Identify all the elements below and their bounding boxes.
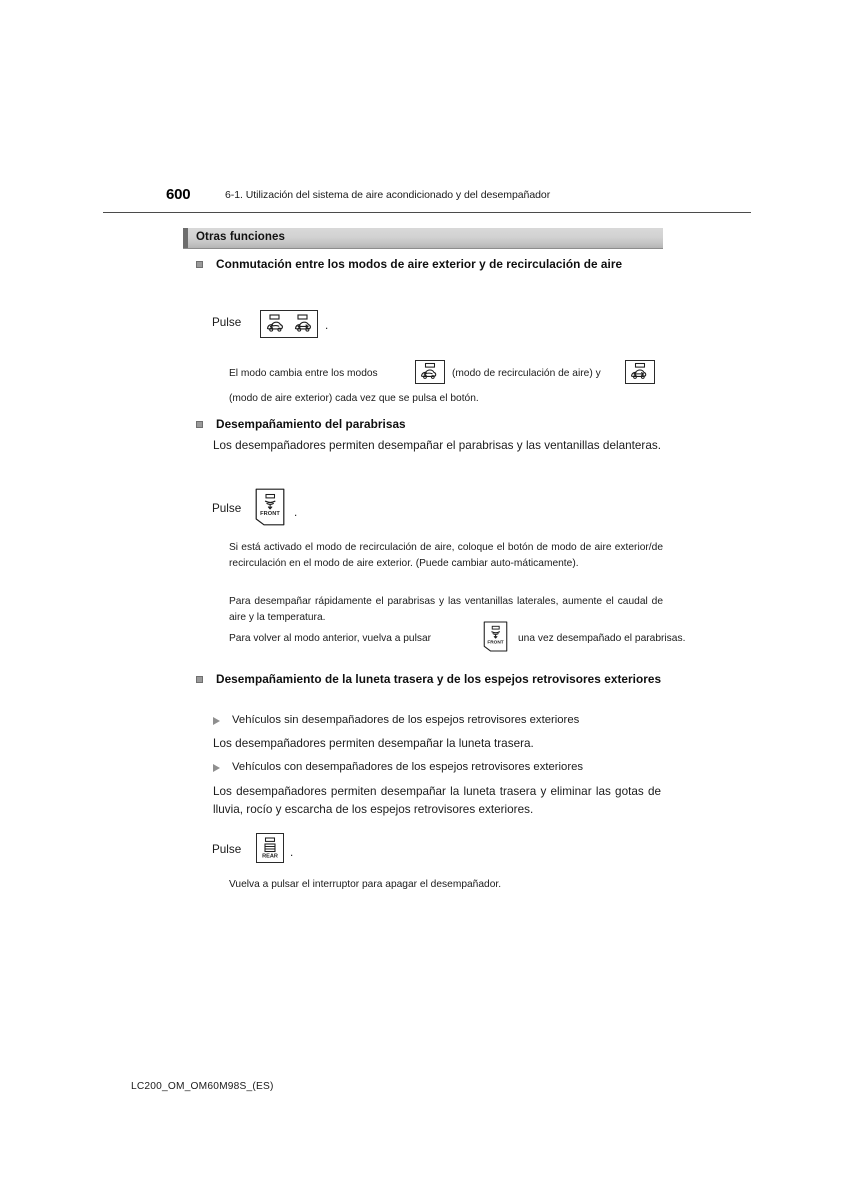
footer-document-code: LC200_OM_OM60M98S_(ES) xyxy=(131,1081,274,1092)
note-front-defogger-c-line1 xyxy=(229,629,686,649)
para-with-mirror-defoggers: Los desempañadores permiten desempañar la luneta trasera y eliminar las gotas de lluvia, rocío y escarcha de los espejos retrovisores exteriores. xyxy=(213,785,661,816)
section-header-bar xyxy=(183,228,663,249)
rear-defogger-button[interactable] xyxy=(256,833,284,863)
subitem-with-mirror-defoggers xyxy=(213,759,663,777)
press-period: . xyxy=(294,506,298,519)
press-label: Pulse xyxy=(212,843,242,856)
svg-text:REAR: REAR xyxy=(262,853,278,860)
front-defogger-icon xyxy=(482,621,509,652)
press-instruction-front-defogger xyxy=(212,488,662,528)
subitem-without-mirror-defoggers xyxy=(213,712,663,730)
press-period: . xyxy=(290,846,294,859)
chapter-breadcrumb: 6-1. Utilización del sistema de aire acondicionado y del desempañador xyxy=(225,189,551,201)
triangle-bullet-icon xyxy=(213,764,220,772)
square-bullet-icon xyxy=(196,261,203,268)
triangle-bullet-icon xyxy=(213,717,220,725)
air-recirculation-icon xyxy=(416,361,444,383)
note-air-mode-text-a: El modo cambia entre los modos xyxy=(229,368,378,379)
note-front-defogger-text-a: Para volver al modo anterior, vuelva a pulsar xyxy=(229,633,432,644)
square-bullet-icon xyxy=(196,676,203,683)
front-defogger-icon xyxy=(254,488,286,526)
header-rule xyxy=(103,212,751,213)
air-mode-toggle-button[interactable] xyxy=(260,310,318,338)
rear-defogger-icon xyxy=(257,834,283,862)
para-windshield-defogging: Los desempañadores permiten desempañar el parabrisas y las ventanillas delanteras. xyxy=(213,439,661,452)
note-air-mode-text-b: (modo de recirculación de aire) y xyxy=(452,368,601,379)
svg-text:FRONT: FRONT xyxy=(487,640,504,646)
section-title: Otras funciones xyxy=(196,231,286,243)
press-instruction-rear-defogger xyxy=(212,833,662,867)
note-rear-defogger: Vuelva a pulsar el interruptor para apagar el desempañador. xyxy=(229,879,502,890)
front-defogger-button[interactable] xyxy=(254,488,288,526)
svg-text:FRONT: FRONT xyxy=(260,511,280,518)
note-front-defogger-b: Para desempañar rápidamente el parabrisas y las ventanillas laterales, aumente el caudal de aire y la temperatura. xyxy=(229,596,663,623)
note-front-defogger-text-b: una vez desempañado el parabrisas. xyxy=(518,633,686,644)
outside-air-icon xyxy=(626,361,654,383)
subitem-label: Vehículos con desempañadores de los espejos retrovisores exteriores xyxy=(232,761,584,773)
front-defogger-inline-button[interactable] xyxy=(482,621,510,652)
note-air-mode-line1 xyxy=(229,363,664,385)
recirculation-mode-icon-button[interactable] xyxy=(415,360,445,384)
page-number: 600 xyxy=(166,186,191,203)
running-head xyxy=(103,186,751,212)
heading-windshield-defogging: Desempañamiento del parabrisas xyxy=(196,416,662,434)
subitem-label: Vehículos sin desempañadores de los espejos retrovisores exteriores xyxy=(232,714,580,726)
press-label: Pulse xyxy=(212,502,242,515)
note-front-defogger-a: Si está activado el modo de recirculación de aire, coloque el botón de modo de aire exterior/de recirculación en el modo de aire exterior. (Puede cambiar auto-máticamente). xyxy=(229,542,663,569)
section-accent-tick xyxy=(183,228,188,248)
heading-rear-window-defogging: Desempañamiento de la luneta trasera y de los espejos retrovisores exteriores xyxy=(196,671,662,689)
square-bullet-icon xyxy=(196,421,203,428)
para-without-mirror-defoggers: Los desempañadores permiten desempañar la luneta trasera. xyxy=(213,737,534,750)
press-period: . xyxy=(325,319,329,332)
air-recirculation-outside-toggle-icon xyxy=(261,311,317,337)
press-instruction-air-mode xyxy=(212,310,662,344)
heading-air-mode-switching: Conmutación entre los modos de aire exterior y de recirculación de aire xyxy=(196,256,662,274)
press-label: Pulse xyxy=(212,316,242,329)
note-air-mode-line2: (modo de aire exterior) cada vez que se pulsa el botón. xyxy=(229,393,479,404)
outside-air-mode-icon-button[interactable] xyxy=(625,360,655,384)
